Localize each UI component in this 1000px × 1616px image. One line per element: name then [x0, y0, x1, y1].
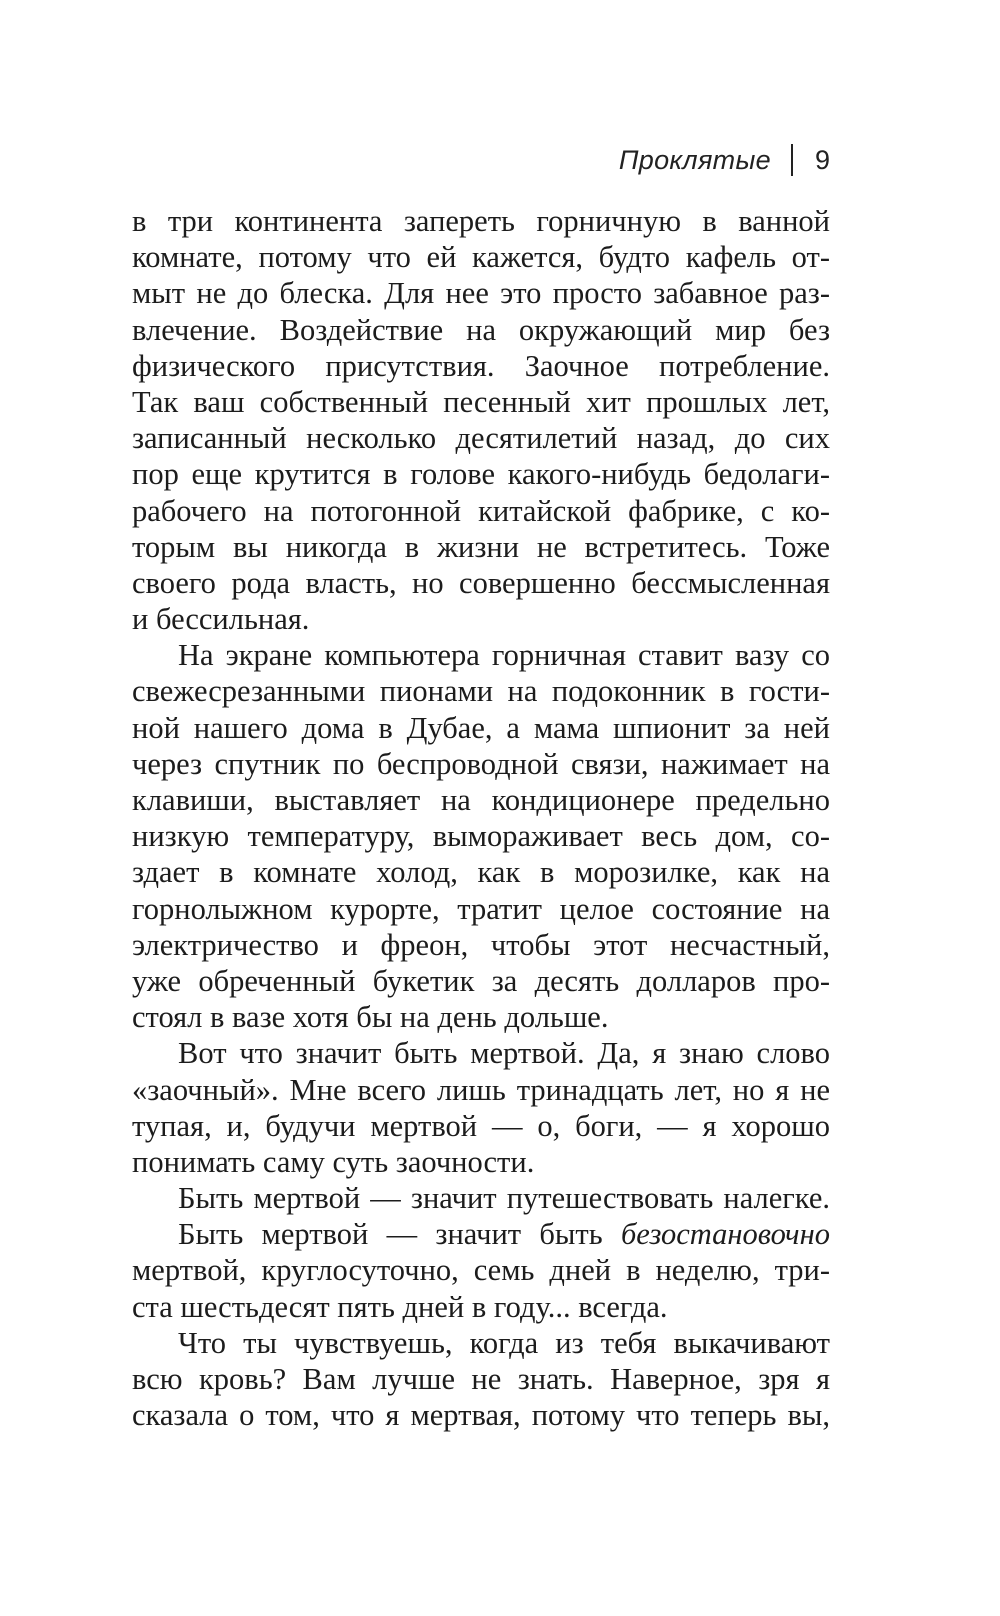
text-line: клавиши, выставляет на кондиционере предельно — [132, 783, 830, 817]
text-line: «заочный». Мне всего лишь тринадцать лет, но я не — [132, 1072, 830, 1107]
text-line: всю кровь? Вам лучше не знать. Наверное, зря я — [132, 1362, 830, 1396]
text-line: влечение. Воздействие на окружающий мир без — [132, 312, 830, 347]
body-text — [132, 203, 830, 1433]
text-line: электричество и фреон, чтобы этот несчастный, — [132, 927, 830, 962]
text-line: торым вы никогда в жизни не встретитесь. Тоже — [132, 529, 830, 564]
text-line: стоял в вазе хотя бы на день дольше. — [132, 1000, 609, 1035]
text-line: сказала о том, что я мертвая, потому что теперь вы, — [132, 1398, 830, 1433]
page-number: 9 — [814, 144, 830, 175]
italic-emphasis: безостановочно — [620, 1217, 830, 1252]
text-line: тупая, и, будучи мертвой — о, боги, — я хорошо — [132, 1108, 830, 1143]
text-line: горнолыжном курорте, тратит целое состояние на — [132, 891, 830, 926]
text-line: понимать саму суть заочности. — [132, 1144, 535, 1179]
text-line: мыт не до блеска. Для нее это просто забавное раз- — [132, 276, 830, 311]
text-line: физического присутствия. Заочное потребление. — [132, 348, 830, 383]
text-line: здает в комнате холод, как в морозилке, как на — [132, 855, 830, 890]
header-separator — [791, 144, 793, 176]
text-line-with-italic — [132, 1216, 830, 1252]
book-title: Проклятые — [618, 144, 771, 175]
text-line: Быть мертвой — значит путешествовать налегке. — [178, 1181, 830, 1216]
text-line: записанный несколько десятилетий назад, до сих — [132, 421, 830, 456]
text-segment: Быть мертвой — значит быть — [178, 1217, 621, 1252]
text-line: в три континента запереть горничную в ванной — [132, 204, 830, 238]
text-line: ста шестьдесят пять дней в году... всегда. — [132, 1289, 668, 1324]
text-line: низкую температуру, вымораживает весь дом, со- — [132, 819, 830, 854]
running-header — [619, 140, 830, 180]
text-line: комнате, потому что ей кажется, будто кафель от- — [132, 240, 830, 275]
text-line: и бессильная. — [132, 602, 310, 637]
text-line: через спутник по беспроводной связи, нажимает на — [132, 746, 830, 781]
text-line: пор еще крутится в голове какого-нибудь бедолаги- — [132, 457, 830, 492]
text-line: уже обреченный букетик за десять долларов про- — [132, 963, 830, 998]
text-line: Что ты чувствуешь, когда из тебя выкачивают — [178, 1325, 830, 1360]
text-line: свежесрезанными пионами на подоконник в гости- — [132, 674, 830, 709]
text-line: Так ваш собственный песенный хит прошлых лет, — [132, 384, 830, 419]
text-line: мертвой, круглосуточно, семь дней в неделю, три- — [132, 1253, 830, 1288]
text-line: Вот что значит быть мертвой. Да, я знаю слово — [178, 1036, 830, 1071]
text-line: своего рода власть, но совершенно бессмысленная — [132, 565, 830, 600]
text-line: ной нашего дома в Дубае, а мама шпионит за ней — [132, 710, 830, 745]
text-line: На экране компьютера горничная ставит вазу со — [178, 638, 830, 673]
text-line: рабочего на потогонной китайской фабрике, с ко- — [132, 493, 830, 528]
